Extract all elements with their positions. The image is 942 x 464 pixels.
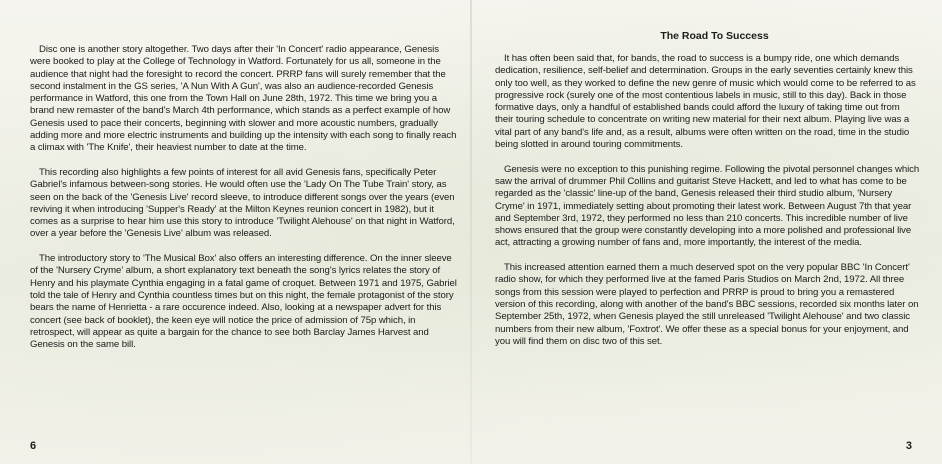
right-paragraph-1: It has often been said that, for bands, the road to success is a bumpy ride, one which demands dedication, resilience, self-belief and determination. Groups in the early seventies certainly knew this only too well, as they worked to define the new genre of music which would come to be referred to as progressive rock (surely one of the most contentious labels in music, still to this day). Back in those formative days, only a handful of established bands could afford the luxury of taking time out from their touring schedule to concentrate on writing new material for their next album. Playing live was a vital part of any band's life and, as a result, albums were often written on the road, time in the studio being slotted in around touring commitments.: [495, 53, 916, 151]
section-heading: The Road To Success: [660, 30, 769, 42]
left-paragraph-1: Disc one is another story altogether. Two days after their 'In Concert' radio appearance, Genesis were booked to play at the College of Technology in Watford. Fortunately for us all, someone in the audience that night had the foresight to record the concert. PRRP fans will surely remember that the second instalment in the GS series, 'A Nun With A Gun', was also an audience-recorded Genesis performance in Watford, this one from the Town Hall on June 28th, 1972. This time we bring you a brand new remaster of the band's March 4th performance, which stands as a perfect example of how Genesis used to pace their concerts, beginning with slower and more acoustic numbers, gradually adding more and more electric instruments and building up the intensity with each song to finally reach a climax with 'The Knife', their heaviest number to date at the time.: [30, 44, 457, 154]
left-paragraph-2: This recording also highlights a few points of interest for all avid Genesis fans, specifically Peter Gabriel's infamous between-song stories. He would often use the 'Lady On The Tube Train' story, as seen on the back of the 'Genesis Live' record sleeve, to introduce different songs over the years (even reviving it when introducing 'Supper's Ready' at the Milton Keynes reunion concert in 1982), but it comes as a surprise to hear him use this story to introduce 'Twilight Alehouse' on that night in Watford, over a year before the 'Genesis Live' album was released.: [30, 166, 455, 240]
right-page-number: 3: [905, 440, 912, 452]
right-page: [471, 0, 942, 464]
right-paragraph-2: Genesis were no exception to this punishing regime. Following the pivotal personnel changes which saw the arrival of drummer Phil Collins and guitarist Steve Hackett, and led to what has come to be regarded as the 'classic' line-up of the band, Genesis released their third studio album, 'Nursery Cryme' in 1971, immediately setting about promoting their latest work. Between August 7th that year and September 3rd, 1972, they performed no less than 210 concerts. This incredible number of live shows ensured that the group were constantly developing into a more polished and professional live act, attracting a growing number of fans and, more importantly, the interest of the media.: [495, 163, 920, 249]
right-paragraph-3: This increased attention earned them a much deserved spot on the very popular BBC 'In Concert' radio show, for which they performed live at the famed Paris Studios on March 2nd, 1972. All three songs from this session were played to perfection and PRRP is proud to bring you a remastered version of this recording, along with another of the band's BBC sessions, recorded six months later on September 25th, 1972, when Genesis played the still unreleased 'Twilight Alehouse' and two classic numbers from their new album, 'Foxtrot'. We offer these as a special bonus for your enjoyment, and you will find them on disc two of this set.: [495, 262, 919, 347]
left-page-number: 6: [30, 440, 37, 452]
left-paragraph-3: The introductory story to 'The Musical Box' also offers an interesting difference. On the inner sleeve of the 'Nursery Cryme' album, a short explanatory text beneath the song's lyrics relates the story of Henry and his playmate Cynthia engaging in a fatal game of croquet. Between 1971 and 1975, Gabriel told the tale of Henry and Cynthia countless times but on this night, the female protagonist of the story bears the name of Henrietta - a rare occurence indeed. Also, looking at a newspaper advert for this concert (see back of booklet), the keen eye will notice the price of admission of 75p which, in retrospect, will appear as quite a bargain for the chance to see both Barclay James Harvest and Genesis on the same bill.: [30, 253, 457, 351]
